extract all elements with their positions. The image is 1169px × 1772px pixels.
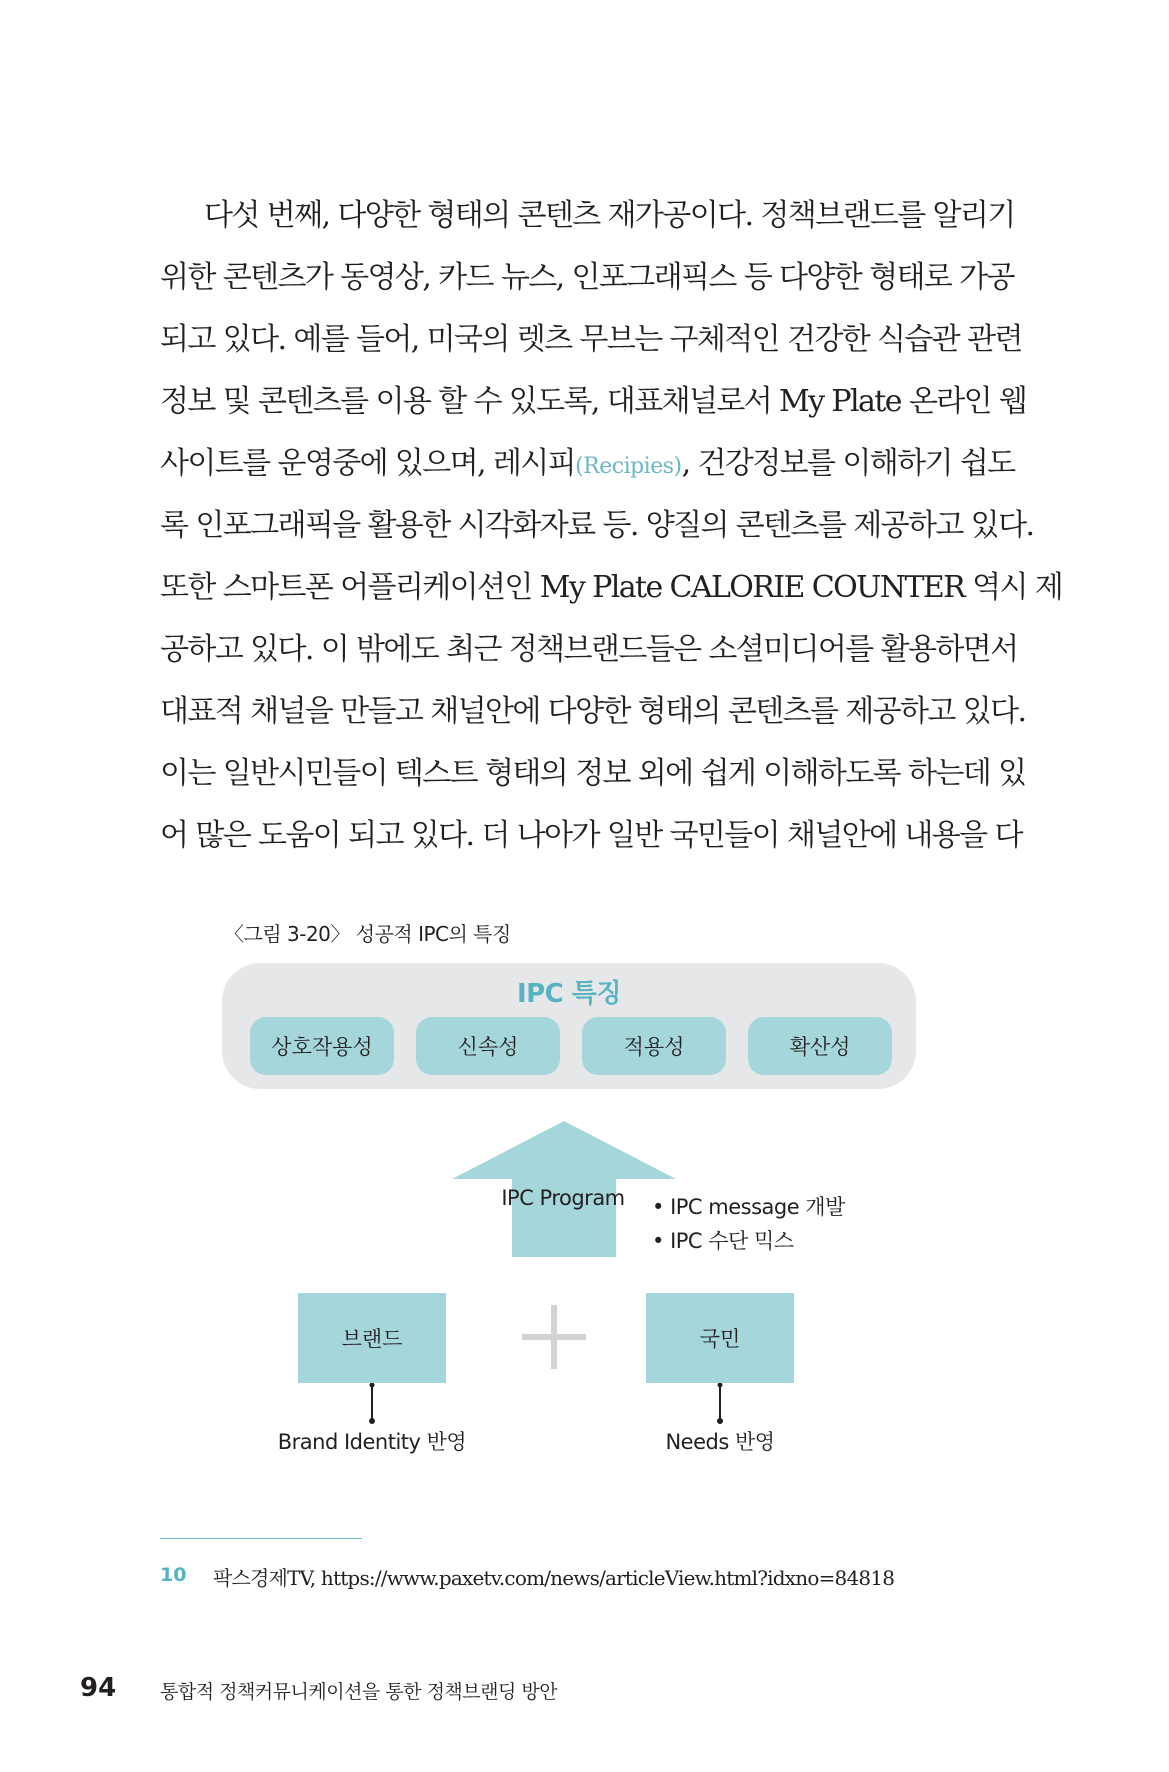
footnote-divider [160, 1538, 362, 1539]
bullet-item: • IPC message 개발 [652, 1190, 845, 1224]
latin-aside: (Recipies) [575, 454, 682, 479]
trait-pill: 신속성 [416, 1017, 560, 1075]
body-line: 다섯 번째, 다양한 형태의 콘텐츠 재가공이다. 정책브랜드를 알리기 [204, 198, 1015, 233]
body-line: 대표적 채널을 만들고 채널안에 다양한 형태의 콘텐츠를 제공하고 있다. [160, 694, 1026, 729]
running-title: 통합적 정책커뮤니케이션을 통한 정책브랜딩 방안 [160, 1681, 558, 1703]
trait-pill: 확산성 [748, 1017, 892, 1075]
ipc-program-bullets [652, 1190, 845, 1258]
footnote-text: 팍스경제TV, https://www.paxetv.com/news/articleView.html?idxno=84818 [213, 1566, 895, 1590]
trait-pill: 적용성 [582, 1017, 726, 1075]
ipc-traits-panel [222, 963, 916, 1089]
body-line-part: 사이트를 운영중에 있으며, 레시피 [160, 446, 576, 481]
citizen-connector-line [716, 1383, 724, 1425]
body-line: 이는 일반시민들이 텍스트 형태의 정보 외에 쉽게 이해하도록 하는데 있 [160, 756, 1026, 791]
body-line: 정보 및 콘텐츠를 이용 할 수 있도록, 대표채널로서 My Plate 온라인 웹 [160, 384, 1027, 419]
body-line: 공하고 있다. 이 밖에도 최근 정책브랜드들은 소셜미디어를 활용하면서 [160, 632, 1018, 667]
ipc-program-label: IPC Program [501, 1186, 625, 1210]
brand-identity-label: Brand Identity 반영 [277, 1430, 467, 1454]
body-line: 록 인포그래픽을 활용한 시각화자료 등. 양질의 콘텐츠를 제공하고 있다. [160, 508, 1034, 543]
brand-box: 브랜드 [298, 1293, 446, 1383]
body-paragraph [160, 185, 1063, 867]
ipc-panel-title: IPC 특징 [516, 979, 622, 1009]
citizen-box: 국민 [646, 1293, 794, 1383]
figure-caption: 〈그림 3-20〉 성공적 IPC의 특징 [224, 922, 511, 946]
body-line-part: , 건강정보를 이해하기 쉽도 [681, 446, 1015, 481]
trait-pill: 상호작용성 [250, 1017, 394, 1075]
body-line: 또한 스마트폰 어플리케이션인 My Plate CALORIE COUNTER 역시 제 [160, 570, 1063, 605]
page-number: 94 [80, 1673, 117, 1703]
plus-icon [522, 1305, 586, 1369]
body-line [160, 433, 1015, 495]
bullet-item: • IPC 수단 믹스 [652, 1224, 845, 1258]
brand-connector-line [368, 1383, 376, 1425]
body-line: 되고 있다. 예를 들어, 미국의 렛츠 무브는 구체적인 건강한 식습관 관련 [160, 322, 1022, 357]
footnote-number: 10 [160, 1564, 187, 1586]
body-line: 위한 콘텐츠가 동영상, 카드 뉴스, 인포그래픽스 등 다양한 형태로 가공 [160, 260, 1014, 295]
needs-label: Needs 반영 [665, 1430, 775, 1454]
body-line: 어 많은 도움이 되고 있다. 더 나아가 일반 국민들이 채널안에 내용을 다 [160, 818, 1022, 853]
